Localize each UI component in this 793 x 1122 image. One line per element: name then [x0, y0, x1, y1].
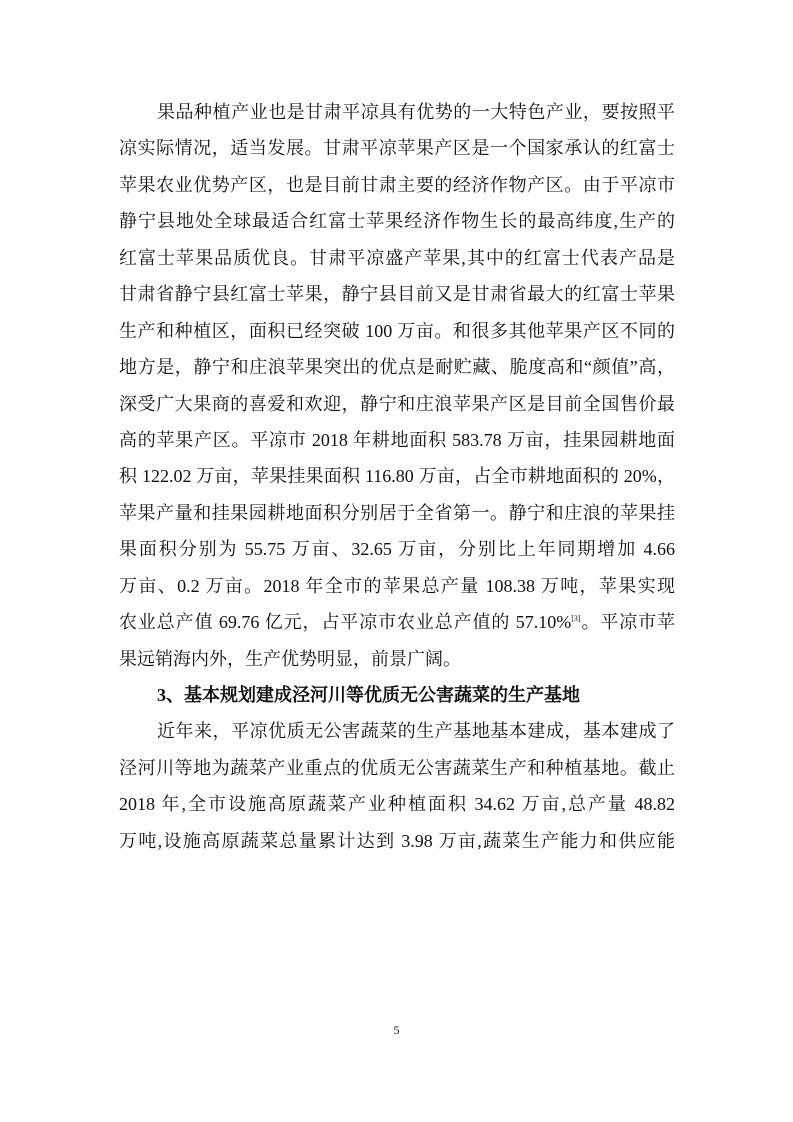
paragraph-line: 苹果农业优势产区，也是目前甘肃主要的经济作物产区。由于平凉市 — [119, 174, 675, 195]
paragraph-line: 红富士苹果品质优良。甘肃平凉盛产苹果,其中的红富士代表产品是 — [119, 247, 675, 268]
page-number: 5 — [393, 1023, 400, 1037]
line-text: 农业总产值 69.76 亿元，占平凉市农业总产值的 57.10% — [119, 612, 572, 633]
paragraph-line: 甘肃省静宁县红富士苹果，静宁县目前又是甘肃省最大的红富士苹果 — [119, 284, 675, 305]
citation-reference: [3] — [571, 614, 581, 624]
body-text — [119, 94, 675, 859]
line-text: 。平凉市苹 — [580, 612, 676, 633]
paragraph-line: 深受广大果商的喜爱和欢迎，静宁和庄浪苹果产区是目前全国售价最 — [119, 393, 675, 414]
paragraph-line: 苹果产量和挂果园耕地面积分别居于全省第一。静宁和庄浪的苹果挂 — [119, 502, 675, 523]
paragraph-line: 果面积分别为 55.75 万亩、32.65 万亩，分别比上年同期增加 4.66 — [119, 539, 675, 560]
paragraph-line: 静宁县地处全球最适合红富士苹果经济作物生长的最高纬度,生产的 — [119, 211, 675, 232]
paragraph-line: 近年来，平凉优质无公害蔬菜的生产基地基本建成，基本建成了 — [157, 721, 675, 742]
paragraph-line — [119, 604, 675, 640]
paragraph-line: 积 122.02 万亩，苹果挂果面积 116.80 万亩，占全市耕地面积的 20%， — [119, 466, 675, 487]
paragraph-line: 果远销海内外，生产优势明显，前景广阔。 — [119, 648, 461, 669]
section-heading: 3、基本规划建成泾河川等优质无公害蔬菜的生产基地 — [157, 685, 580, 705]
paragraph-line: 高的苹果产区。平凉市 2018 年耕地面积 583.78 万亩，挂果园耕地面 — [119, 429, 675, 450]
paragraph-line: 果品种植产业也是甘肃平凉具有优势的一大特色产业，要按照平 — [157, 102, 675, 122]
paragraph-line: 泾河川等地为蔬菜产业重点的优质无公害蔬菜生产和种植基地。截止 — [119, 757, 675, 778]
paragraph-line: 地方是，静宁和庄浪苹果突出的优点是耐贮藏、脆度高和“颜值”高， — [119, 357, 675, 378]
paragraph-line: 凉实际情况，适当发展。甘肃平凉苹果产区是一个国家承认的红富士 — [119, 138, 675, 159]
paragraph-line: 生产和种植区，面积已经突破 100 万亩。和很多其他苹果产区不同的 — [119, 320, 675, 341]
paragraph-line: 万亩、0.2 万亩。2018 年全市的苹果总产量 108.38 万吨，苹果实现 — [119, 575, 675, 596]
paragraph-line: 2018 年,全市设施高原蔬菜产业种植面积 34.62 万亩,总产量 48.82 — [119, 794, 675, 815]
paragraph-line: 万吨,设施高原蔬菜总量累计达到 3.98 万亩,蔬菜生产能力和供应能 — [119, 830, 675, 851]
